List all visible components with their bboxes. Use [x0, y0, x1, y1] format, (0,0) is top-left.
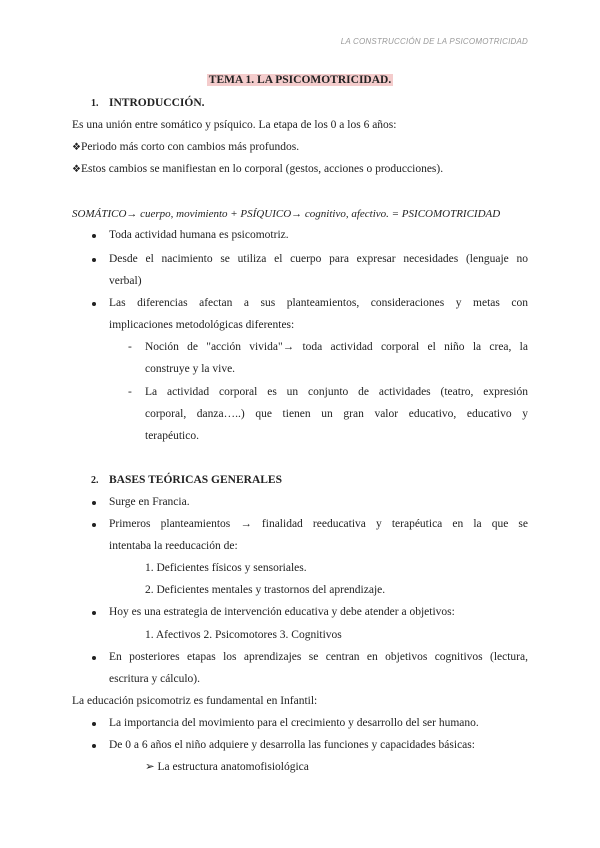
intro-paragraph: Es una unión entre somático y psíquico. La etapa de los 0 a los 6 años: [72, 119, 397, 131]
list-item-text: De 0 a 6 años el niño adquiere y desarrolla las funciones y capacidades básicas: [109, 739, 475, 751]
arrow-bullet-icon: ➢ [145, 761, 155, 773]
sub-item-text-cont: terapéutico. [145, 430, 199, 442]
list-item-text: Desde el nacimiento se utiliza el cuerpo para expresar necesidades (lenguaje no [109, 253, 528, 265]
bullet-dot-icon [92, 501, 96, 505]
diamond-list-item [72, 162, 443, 177]
bullet-dot-icon [92, 258, 96, 262]
running-header: LA CONSTRUCCIÓN DE LA PSICOMOTRICIDAD [340, 37, 528, 46]
bullet-dot-icon [92, 722, 96, 726]
list-item-text: Surge en Francia. [109, 496, 190, 508]
objectives-line: 1. Afectivos 2. Psicomotores 3. Cognitivos [145, 629, 342, 641]
section-title: INTRODUCCIÓN. [109, 97, 205, 109]
list-item-text: Hoy es una estrategia de intervención educativa y debe atender a objetivos: [109, 606, 455, 618]
list-item-text: Toda actividad humana es psicomotriz. [109, 229, 289, 241]
formula-line: SOMÁTICO→ cuerpo, movimiento + PSÍQUICO→ cognitivo, afectivo. = PSICOMOTRICIDAD [72, 208, 501, 220]
diamond-bullet-icon: ❖ [72, 142, 81, 153]
diamond-item-text: Periodo más corto con cambios más profundos. [80, 141, 300, 153]
section-number: 2. [91, 475, 99, 486]
section-heading-introduccion [91, 96, 205, 111]
list-item-text: Primeros planteamientos → finalidad reeducativa y terapéutica en la que se [109, 518, 528, 530]
list-item-text: Las diferencias afectan a sus planteamientos, consideraciones y metas con [109, 297, 528, 309]
list-item-text: En posteriores etapas los aprendizajes se centran en objetivos cognitivos (lectura, [109, 651, 528, 663]
title-highlight: TEMA 1. LA PSICOMOTRICIDAD. [208, 74, 392, 86]
section-title: BASES TEÓRICAS GENERALES [109, 474, 282, 486]
bullet-dot-icon [92, 611, 96, 615]
numbered-item: 1. Deficientes físicos y sensoriales. [145, 562, 307, 574]
list-item-text-cont: escritura y cálculo). [109, 673, 200, 685]
sub-item-text-cont: construye y la vive. [145, 363, 236, 375]
page-title [0, 73, 600, 87]
bullet-dot-icon [92, 744, 96, 748]
list-item-text-cont: verbal) [109, 275, 142, 287]
dash-bullet-icon: - [128, 341, 132, 353]
section-heading-bases-teoricas [91, 473, 282, 488]
diamond-item-text: Estos cambios se manifiestan en lo corporal (gestos, acciones o producciones). [80, 163, 444, 175]
sub-item-text-cont: corporal, danza…..) que tienen un gran valor educativo, educativo y [145, 408, 528, 420]
diamond-list-item [72, 140, 299, 155]
section-number: 1. [91, 98, 99, 109]
arrow-list-item [145, 760, 309, 774]
sub-item-text: La actividad corporal es un conjunto de actividades (teatro, expresión [145, 386, 528, 398]
list-item-text-cont: intentaba la reeducación de: [109, 540, 238, 552]
list-item-text-cont: implicaciones metodológicas diferentes: [109, 319, 295, 331]
list-item-text: La importancia del movimiento para el crecimiento y desarrollo del ser humano. [109, 717, 479, 729]
bullet-dot-icon [92, 523, 96, 527]
bullet-dot-icon [92, 656, 96, 660]
sub-item-text: Noción de "acción vivida"→ toda actividad corporal el niño la crea, la [145, 341, 528, 353]
diamond-bullet-icon: ❖ [72, 164, 81, 175]
infantil-intro: La educación psicomotriz es fundamental en Infantil: [72, 695, 318, 707]
bullet-dot-icon [92, 234, 96, 238]
bullet-dot-icon [92, 302, 96, 306]
dash-bullet-icon: - [128, 386, 132, 398]
arrow-item-text: La estructura anatomofisiológica [157, 761, 309, 773]
numbered-item: 2. Deficientes mentales y trastornos del aprendizaje. [145, 584, 386, 596]
